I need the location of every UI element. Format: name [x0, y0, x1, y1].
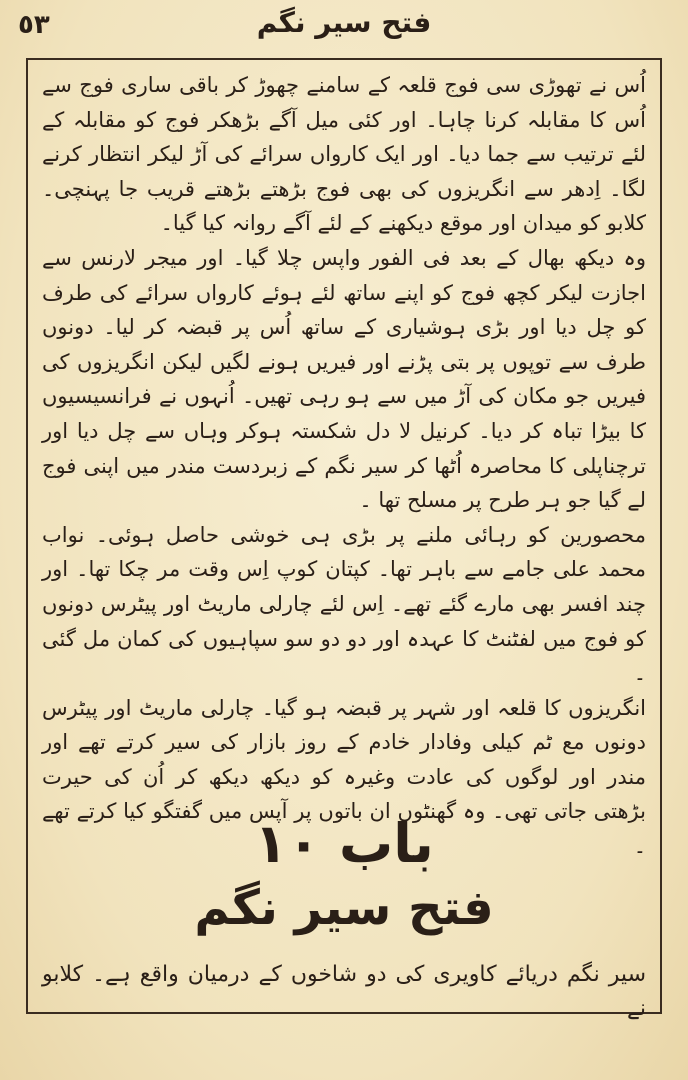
chapter-title: فتح سیر نگم: [194, 880, 494, 936]
chapter-heading: باب ١٠: [254, 812, 434, 875]
paragraph-1: اُس نے تھوڑی سی فوج قلعہ کے سامنے چھوڑ کر باقی ساری فوج سے اُس کا مقابلہ کرنا چاہا۔ اور کئی میل آگے بڑھکر فوج کو مقابلہ کے لئے ترتیب سے جما دیا۔ اور ایک کارواں سرائے کی آڑ لیکر انتظار کرنے لگا۔ اِدھر سے انگریزوں کی بھی فوج بڑھتے بڑھتے قریب جا پہنچی۔ کلابو کو میدان اور موقع دیکھنے کے لئے آگے روانہ کیا گیا۔: [42, 73, 646, 236]
body-text: [42, 68, 646, 864]
chapter-heading-block: [26, 812, 662, 940]
paragraph-4: انگریزوں کا قلعہ اور شہر پر قبضہ ہو گیا۔ چارلی ماریٹ اور پیٹرس دونوں مع ٹم کیلی وفادار خادم کے روز بازار کی سیر کرتے تھے اور مندر اور لوگوں کی عادت وغیرہ کو دیکھ دیکھ کر اُن کی حیرت بڑھتی جاتی تھی۔ وہ گھنٹوں ان باتوں پر آپس میں گفتگو کیا کرتے تھے ۔: [42, 695, 646, 859]
page-number: ٥٣: [18, 10, 50, 40]
paragraph-3: محصورین کو رہائی ملنے پر بڑی ہی خوشی حاصل ہوئی۔ نواب محمد علی جامے سے باہر تھا۔ کپتان کوپ اِس وقت مر چکا تھا۔ اور چند افسر بھی مارے گئے تھے۔ اِس لئے چارلی ماریٹ اور پیٹرس دونوں کو فوج میں لفٹنٹ کا عہدہ اور دو دو سو سپاہیوں کی کمان مل گئی ۔: [42, 522, 646, 686]
running-title: فتح سیر نگم: [256, 6, 432, 39]
paragraph-2: وہ دیکھ بھال کے بعد فی الفور واپس چلا گیا۔ اور میجر لارنس سے اجازت لیکر کچھ فوج کو اپنے ساتھ لئے ہوئے کارواں سرائے کی طرف کو چل دیا اور بڑی ہوشیاری کے ساتھ اُس پر قبضہ کر لیا۔ دونوں طرف سے توپوں پر بتی پڑنے اور فیریں ہونے لگیں لیکن انگریزوں کی فیریں جو مکان کی آڑ میں سے ہو رہی تھیں۔ اُنہوں نے فرانسیسیوں کا بیڑا تباہ کر دیا۔ کرنیل لا دل شکستہ ہوکر وہاں سے چل دیا اور ترچناپلی کا محاصرہ اُٹھا کر سیر نگم کے زبردست مندر میں اپنی فوج لے گیا جو ہر طرح پر مسلح تھا ۔: [42, 245, 646, 513]
chapter-first-line: سیر نگم دریائے کاویری کی دو شاخوں کے درمیان واقع ہے۔ کلابو نے: [42, 962, 646, 1021]
